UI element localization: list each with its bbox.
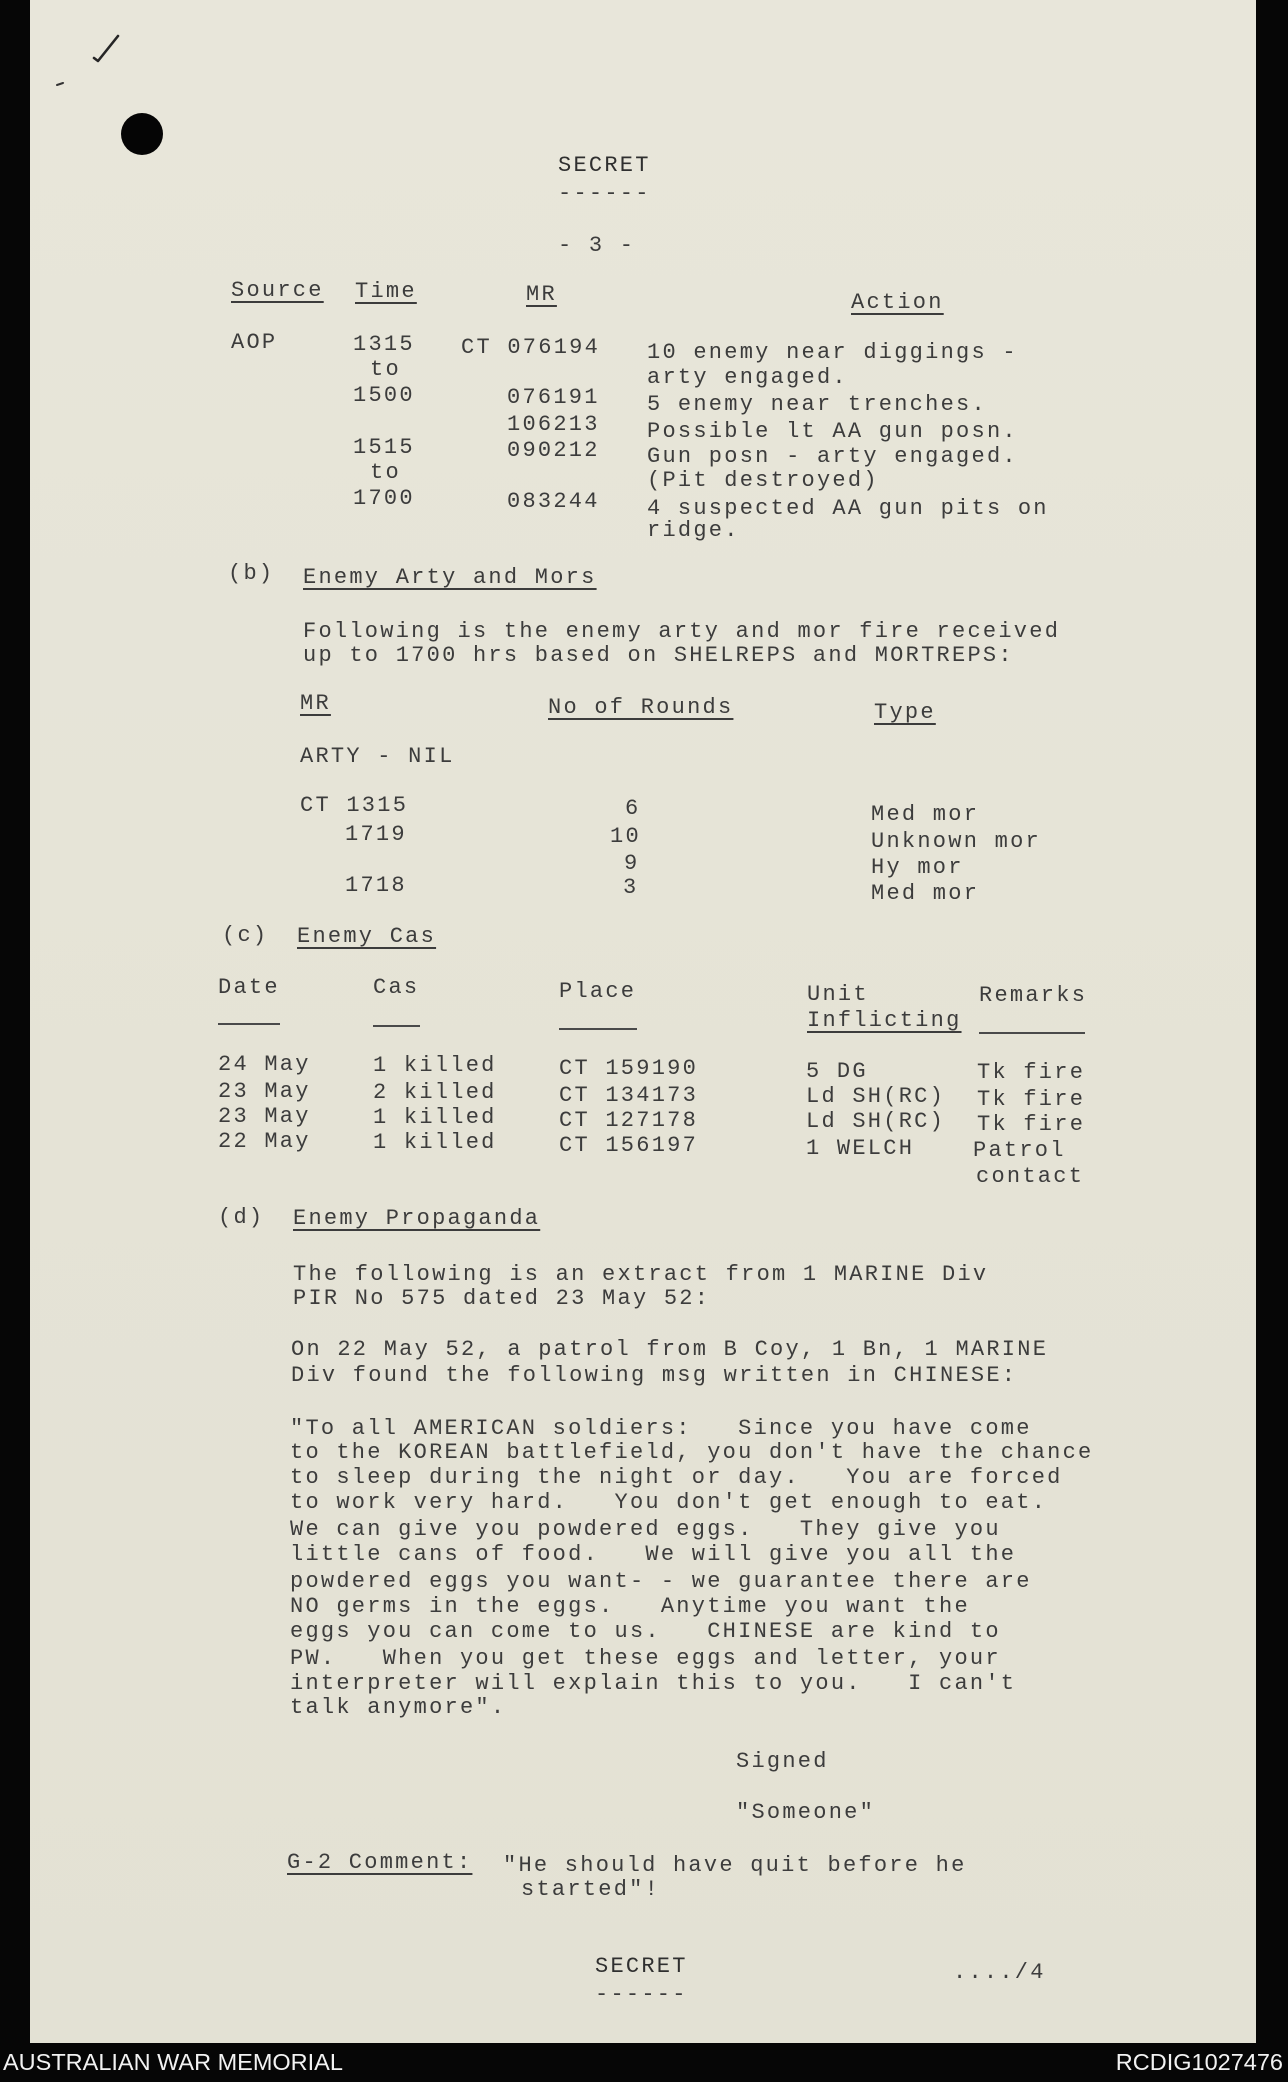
aop-action-line: ridge.: [647, 518, 740, 543]
section-d-intro-line: PIR No 575 dated 23 May 52:: [293, 1286, 711, 1311]
section-c-heading: Enemy Cas: [297, 924, 437, 949]
cas-row-unit: Ld SH(RC): [806, 1084, 946, 1109]
cas-header-unit: Unit: [807, 982, 869, 1007]
fire-header-mr: MR: [300, 691, 331, 716]
arty-nil: ARTY - NIL: [300, 744, 455, 769]
page-number: - 3 -: [558, 233, 636, 258]
message-line: We can give you powdered eggs. They give you: [290, 1517, 1001, 1542]
classification-bottom-rule: ------: [595, 1982, 688, 2007]
fire-row-rounds: 6: [625, 796, 641, 821]
cas-row-remarks: Tk fire: [977, 1060, 1086, 1085]
cas-row-date: 24 May: [218, 1052, 311, 1077]
aop-action-line: 5 enemy near trenches.: [647, 392, 987, 417]
fire-row-mr: 1718: [345, 873, 407, 898]
aop-mr-line: 076191: [507, 385, 600, 410]
message-line: little cans of food. We will give you all the: [290, 1542, 1017, 1567]
cas-row-unit: Ld SH(RC): [806, 1109, 946, 1134]
classification-top-rule: ------: [558, 181, 651, 206]
section-d-patrol-line: Div found the following msg written in CHINESE:: [291, 1363, 1018, 1388]
archive-record-id: RCDIG1027476: [1115, 2049, 1283, 2075]
section-d-label: (d): [218, 1205, 265, 1230]
archive-institution: AUSTRALIAN WAR MEMORIAL: [3, 2049, 343, 2075]
g2-comment-line: "He should have quit before he: [503, 1853, 967, 1878]
cas-row-cas: 1 killed: [373, 1130, 497, 1155]
cas-header-date: Date: [218, 975, 280, 1000]
cas-row-remarks-cont: contact: [976, 1164, 1085, 1189]
signed-label: Signed: [736, 1749, 829, 1774]
cas-row-cas: 1 killed: [373, 1105, 497, 1130]
header-mr: MR: [526, 282, 557, 307]
cas-row-cas: 1 killed: [373, 1053, 497, 1078]
aop-action-line: 10 enemy near diggings -: [647, 340, 1018, 365]
cas-header-place-rule: [559, 1028, 637, 1030]
fire-row-type: Hy mor: [871, 855, 964, 880]
aop-time-line: to: [370, 460, 401, 485]
aop-action-line: arty engaged.: [647, 365, 848, 390]
signer-name: "Someone": [736, 1800, 876, 1825]
cas-row-place: CT 156197: [559, 1133, 699, 1158]
cas-row-date: 22 May: [218, 1129, 311, 1154]
aop-time-line: 1315: [353, 332, 415, 357]
section-b-intro-line: Following is the enemy arty and mor fire received: [303, 619, 1061, 644]
fire-header-type: Type: [874, 700, 936, 725]
message-line: to sleep during the night or day. You are forced: [290, 1465, 1063, 1490]
message-line: to the KOREAN battlefield, you don't have the chance: [290, 1440, 1094, 1465]
section-d-patrol-line: On 22 May 52, a patrol from B Coy, 1 Bn, 1 MARINE: [291, 1337, 1049, 1362]
message-line: talk anymore".: [290, 1695, 507, 1720]
cas-header-place: Place: [559, 979, 637, 1004]
cas-row-date: 23 May: [218, 1079, 311, 1104]
cas-header-remarks-rule: [979, 1032, 1085, 1034]
cas-row-date: 23 May: [218, 1104, 311, 1129]
aop-action-line: (Pit destroyed): [647, 468, 879, 493]
fire-row-rounds: 3: [623, 875, 639, 900]
message-line: to work very hard. You don't get enough to eat.: [290, 1490, 1048, 1515]
aop-time-line: 1500: [353, 383, 415, 408]
cas-row-place: CT 134173: [559, 1083, 699, 1108]
fire-row-rounds: 10: [610, 824, 641, 849]
cas-header-date-rule: [218, 1023, 280, 1025]
aop-mr-line: 090212: [507, 438, 600, 463]
cas-row-cas: 2 killed: [373, 1080, 497, 1105]
fire-header-rounds: No of Rounds: [548, 695, 734, 720]
aop-action-line: 4 suspected AA gun pits on: [647, 496, 1049, 521]
message-line: "To all AMERICAN soldiers: Since you have come: [290, 1416, 1032, 1441]
cas-header-remarks: Remarks: [979, 983, 1088, 1008]
aop-mr-line: 083244: [507, 489, 600, 514]
cas-header-inflicting: Inflicting: [807, 1008, 962, 1033]
aop-action-line: Gun posn - arty engaged.: [647, 444, 1018, 469]
header-time: Time: [355, 279, 417, 304]
message-line: eggs you can come to us. CHINESE are kind to: [290, 1619, 1001, 1644]
section-b-intro-line: up to 1700 hrs based on SHELREPS and MORTREPS:: [303, 643, 1014, 668]
section-b-heading: Enemy Arty and Mors: [303, 565, 597, 590]
aop-time-line: 1700: [353, 486, 415, 511]
aop-mr-line: 106213: [507, 412, 600, 437]
classification-top: SECRET: [558, 153, 651, 178]
section-b-label: (b): [228, 561, 275, 586]
section-d-intro-line: The following is an extract from 1 MARINE Div: [293, 1262, 989, 1287]
fire-row-mr: 1719: [345, 822, 407, 847]
cas-row-remarks: Tk fire: [977, 1112, 1086, 1137]
header-action: Action: [851, 290, 944, 315]
aop-source: AOP: [231, 330, 278, 355]
header-source: Source: [231, 278, 324, 303]
classification-bottom: SECRET: [595, 1954, 688, 1979]
section-d-heading: Enemy Propaganda: [293, 1206, 541, 1231]
message-line: powdered eggs you want- - we guarantee there are: [290, 1569, 1032, 1594]
cas-header-cas: Cas: [373, 975, 420, 1000]
fire-row-rounds: 9: [624, 851, 640, 876]
cas-row-remarks: Tk fire: [977, 1087, 1086, 1112]
section-c-label: (c): [222, 923, 269, 948]
cas-row-unit: 1 WELCH: [806, 1136, 915, 1161]
g2-comment-label: G-2 Comment:: [287, 1850, 473, 1875]
fire-row-type: Med mor: [871, 802, 980, 827]
fire-row-type: Unknown mor: [871, 829, 1041, 854]
fire-row-type: Med mor: [871, 881, 980, 906]
cas-header-cas-rule: [373, 1025, 420, 1027]
aop-action-line: Possible lt AA gun posn.: [647, 419, 1018, 444]
cas-row-place: CT 127178: [559, 1108, 699, 1133]
aop-time-line: to: [370, 357, 401, 382]
message-line: NO germs in the eggs. Anytime you want the: [290, 1594, 970, 1619]
continuation-marker: ..../4: [953, 1960, 1046, 1985]
cas-row-place: CT 159190: [559, 1056, 699, 1081]
cas-row-unit: 5 DG: [806, 1059, 868, 1084]
message-line: PW. When you get these eggs and letter, your: [290, 1646, 1001, 1671]
cas-row-remarks: Patrol: [973, 1138, 1066, 1163]
aop-mr-line: CT 076194: [461, 335, 601, 360]
aop-time-line: 1515: [353, 435, 415, 460]
message-line: interpreter will explain this to you. I can't: [290, 1671, 1017, 1696]
fire-row-mr: CT 1315: [300, 793, 409, 818]
g2-comment-line: started"!: [521, 1877, 661, 1902]
